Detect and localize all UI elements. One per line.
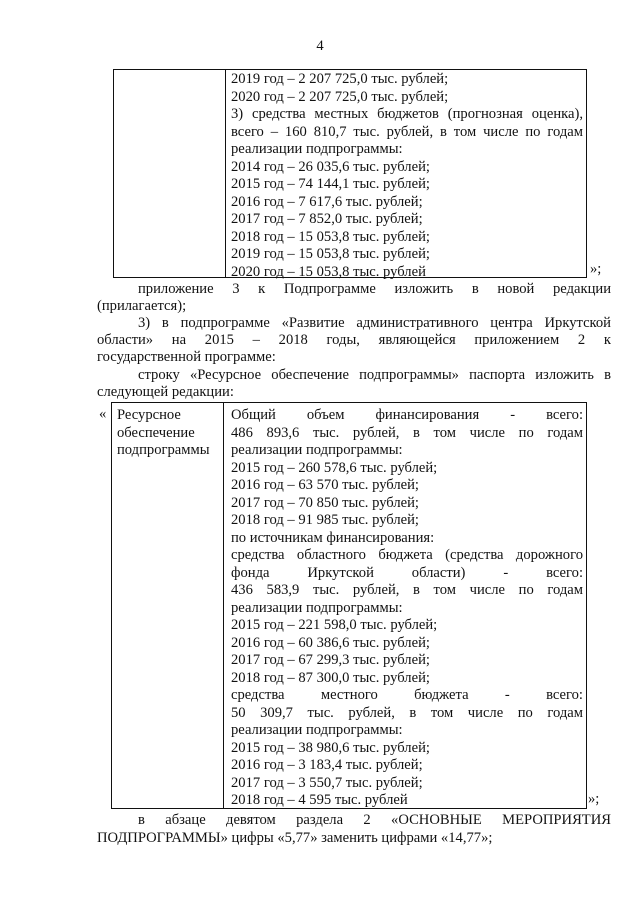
table-left-cell — [114, 70, 226, 277]
table-line: 3) средства местных бюджетов (прогнозная оценка), — [231, 106, 583, 122]
table-line: реализации подпрограммы: — [231, 141, 403, 157]
table-line: Общий объем финансирования - всего: — [231, 407, 583, 423]
page-number: 4 — [316, 38, 324, 54]
table-line: 2019 год – 15 053,8 тыс. рублей; — [231, 246, 430, 262]
table-line: средства областного бюджета (средства дорожного — [231, 547, 583, 563]
table-line: 2018 год – 87 300,0 тыс. рублей; — [231, 669, 430, 686]
table-right-cell — [231, 70, 583, 280]
table-label-line: Ресурсное — [117, 407, 181, 423]
table-line: 2017 год – 70 850 тыс. рублей; — [231, 494, 419, 511]
table-line: 2017 год – 7 852,0 тыс. рублей; — [231, 211, 423, 227]
table-line: фонда Иркутской области) - всего: — [231, 564, 583, 581]
paragraph-section-2-cont: ПОДПРОГРАММЫ» цифры «5,77» заменить цифрами «14,77»; — [97, 830, 493, 846]
table-line: 2016 год – 60 386,6 тыс. рублей; — [231, 634, 430, 651]
funding-table-continuation — [113, 69, 587, 278]
paragraph-subprogram-cont2: государственной программе: — [97, 349, 276, 365]
table-label-line: обеспечение — [117, 424, 195, 441]
paragraph-section-2: в абзаце девятом раздела 2 «ОСНОВНЫЕ МЕРОПРИЯТИЯ — [138, 812, 611, 828]
paragraph-appendix-3-cont: (прилагается); — [97, 298, 187, 314]
table-line: реализации подпрограммы: — [231, 599, 403, 616]
closing-quote: »; — [590, 261, 602, 277]
table-line: 2018 год – 91 985 тыс. рублей; — [231, 512, 419, 528]
table-line: 50 309,7 тыс. рублей, в том числе по годам — [231, 704, 583, 721]
table-line: 436 583,9 тыс. рублей, в том числе по годам — [231, 582, 583, 598]
table-line: всего – 160 810,7 тыс. рублей, в том числе по годам — [231, 123, 583, 140]
table-line: 2015 год – 221 598,0 тыс. рублей; — [231, 617, 438, 633]
table-line: 2014 год – 26 035,6 тыс. рублей; — [231, 158, 430, 175]
opening-quote: « — [99, 406, 107, 422]
table-line: 486 893,6 тыс. рублей, в том числе по годам — [231, 424, 583, 441]
table-line: 2019 год – 2 207 725,0 тыс. рублей; — [231, 71, 449, 87]
table-line: реализации подпрограммы: — [231, 442, 403, 458]
paragraph-subprogram: 3) в подпрограмме «Развитие административного центра Иркутской — [138, 315, 611, 331]
table-line: реализации подпрограммы: — [231, 722, 403, 738]
table-line: 2016 год – 63 570 тыс. рублей; — [231, 477, 419, 493]
table-line: 2018 год – 15 053,8 тыс. рублей; — [231, 228, 430, 245]
table-line: 2020 год – 2 207 725,0 тыс. рублей; — [231, 88, 449, 105]
paragraph-subprogram-cont: области» на 2015 – 2018 годы, являющейся приложением 2 к — [97, 332, 611, 348]
table-line: 2015 год – 38 980,6 тыс. рублей; — [231, 739, 430, 756]
table-line: 2015 год – 260 578,6 тыс. рублей; — [231, 459, 438, 476]
resource-table — [111, 402, 587, 809]
table-line: 2016 год – 7 617,6 тыс. рублей; — [231, 193, 423, 210]
paragraph-row-replace: строку «Ресурсное обеспечение подпрограммы» паспорта изложить в — [138, 367, 611, 383]
table-line: по источникам финансирования: — [231, 529, 435, 546]
closing-quote: »; — [588, 791, 600, 807]
paragraph-appendix-3: приложение 3 к Подпрограмме изложить в новой редакции — [138, 281, 611, 297]
table-line: 2015 год – 74 144,1 тыс. рублей; — [231, 176, 430, 192]
table-line: 2018 год – 4 595 тыс. рублей — [231, 792, 408, 808]
table-line: средства местного бюджета - всего: — [231, 687, 583, 703]
table-left-cell — [112, 403, 224, 808]
table-line: 2017 год – 67 299,3 тыс. рублей; — [231, 652, 430, 668]
table-right-cell — [231, 403, 583, 808]
table-line: 2017 год – 3 550,7 тыс. рублей; — [231, 774, 423, 791]
table-line: 2016 год – 3 183,4 тыс. рублей; — [231, 757, 423, 773]
table-line: 2020 год – 15 053,8 тыс. рублей — [231, 263, 426, 280]
table-label-line: подпрограммы — [117, 442, 210, 458]
paragraph-row-replace-cont: следующей редакции: — [97, 384, 234, 400]
